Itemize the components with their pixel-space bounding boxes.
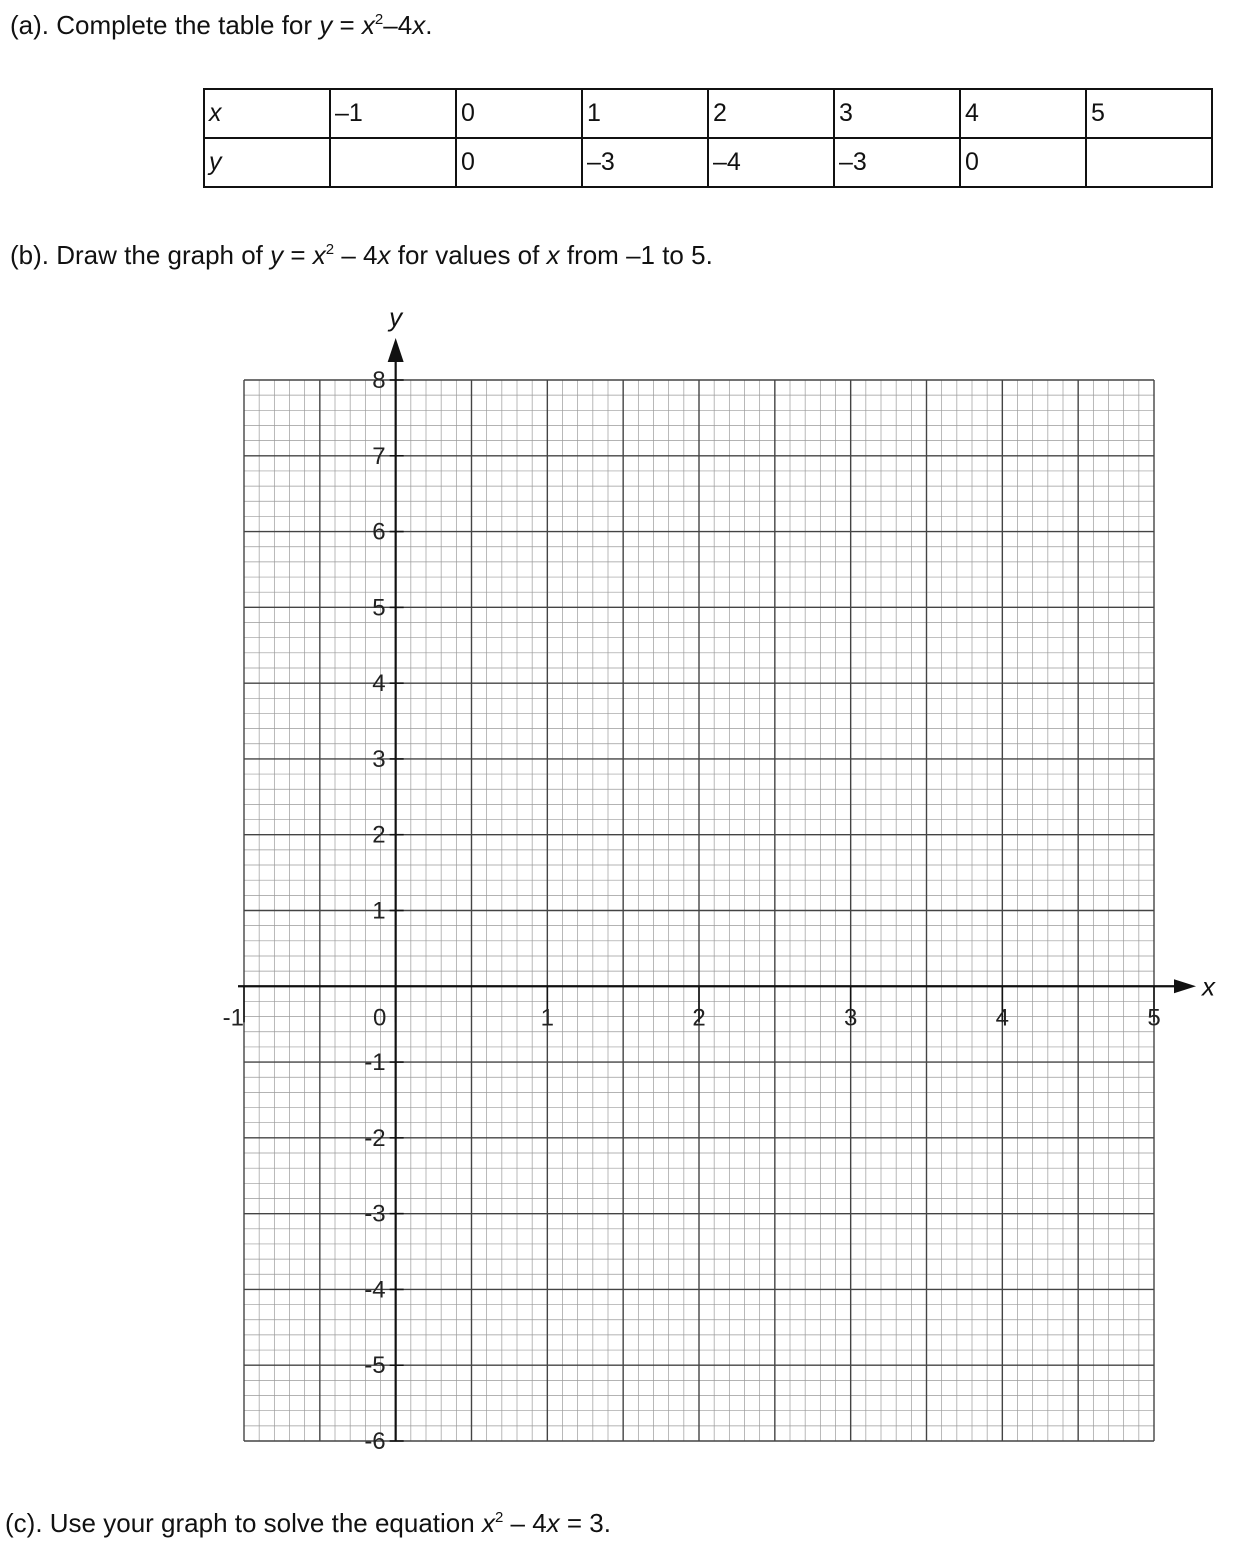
part-a-eq-end: .	[425, 10, 433, 40]
y-tick-label: -1	[364, 1049, 386, 1077]
part-a-label: (a).	[10, 10, 49, 40]
table-cell-y-blank[interactable]	[1086, 138, 1212, 187]
part-a-eq-equals: =	[332, 10, 362, 40]
table-row-x	[204, 89, 1212, 138]
table-cell-x: 5	[1086, 89, 1212, 138]
graph-paper[interactable]	[0, 290, 1245, 1460]
part-c-label: (c).	[5, 1508, 43, 1538]
y-tick-label: 3	[372, 745, 386, 773]
table-cell-y: –3	[582, 138, 708, 187]
table-cell-x: 1	[582, 89, 708, 138]
question-part-c	[5, 1508, 611, 1538]
part-b-eq-y: y	[270, 240, 284, 270]
axes	[238, 302, 1216, 1441]
x-tick-label: 3	[843, 1004, 858, 1032]
part-b-tail-x: x	[546, 240, 560, 270]
x-axis-arrow-icon	[1174, 979, 1196, 993]
part-c-eq-x2: x	[546, 1508, 560, 1538]
y-tick-label: 6	[372, 518, 386, 546]
y-axis-arrow-icon	[388, 338, 404, 362]
x-tick-label: 1	[540, 1004, 555, 1032]
part-b-eq-equals: =	[283, 240, 313, 270]
part-b-text: Draw the graph of	[56, 240, 263, 270]
part-b-eq-x2: x	[377, 240, 391, 270]
part-a-text: Complete the table for	[56, 10, 313, 40]
part-c-eq-rest: – 4	[503, 1508, 547, 1538]
part-a-eq-x: x	[361, 10, 375, 40]
question-part-a	[10, 10, 432, 40]
x-axis-label: x	[1202, 971, 1215, 1002]
table-cell-x: –1	[330, 89, 456, 138]
x-tick-label: -1	[222, 1004, 244, 1032]
y-tick-label: 4	[372, 670, 386, 698]
x-tick-label: 2	[692, 1004, 706, 1032]
y-tick-label: 8	[372, 367, 386, 394]
y-tick-label: -5	[364, 1352, 386, 1380]
y-tick-label: -4	[364, 1276, 386, 1304]
table-cell-y-blank[interactable]	[330, 138, 456, 187]
y-tick-label: -3	[364, 1200, 386, 1228]
part-a-eq-power: 2	[374, 11, 384, 28]
part-c-eq-x: x	[481, 1508, 495, 1538]
part-a-eq-x2: x	[412, 10, 426, 40]
part-c-eq-power: 2	[494, 1509, 504, 1526]
table-cell-x: 4	[960, 89, 1086, 138]
x-tick-label: 5	[1147, 1004, 1161, 1032]
part-c-eq-end: = 3.	[559, 1508, 611, 1538]
y-tick-label: -6	[364, 1428, 386, 1455]
y-tick-label: 7	[372, 442, 386, 470]
table-row-y	[204, 138, 1212, 187]
table-header-y: y	[204, 138, 330, 187]
table-cell-y: 0	[456, 138, 582, 187]
part-b-eq-rest: – 4	[334, 240, 378, 270]
table-cell-y: 0	[960, 138, 1086, 187]
part-b-tail-1: for values of	[397, 240, 540, 270]
y-tick-label: 2	[372, 821, 386, 849]
table-header-x: x	[204, 89, 330, 138]
table-cell-x: 2	[708, 89, 834, 138]
values-table	[203, 88, 1213, 188]
table-cell-y: –4	[708, 138, 834, 187]
part-b-tail-2: from –1 to 5.	[566, 240, 713, 270]
y-tick-label: 5	[372, 594, 386, 622]
part-c-text: Use your graph to solve the equation	[49, 1508, 475, 1538]
table-cell-y: –3	[834, 138, 960, 187]
part-b-eq-power: 2	[325, 241, 335, 258]
x-tick-label: 0	[372, 1004, 387, 1032]
table-cell-x: 3	[834, 89, 960, 138]
y-axis-label: y	[389, 302, 403, 332]
y-tick-label: -2	[364, 1124, 386, 1152]
part-b-label: (b).	[10, 240, 49, 270]
part-a-eq-rest: –4	[383, 10, 413, 40]
y-tick-label: 1	[372, 897, 386, 925]
part-a-eq-y: y	[319, 10, 333, 40]
part-b-eq-x: x	[312, 240, 326, 270]
x-tick-label: 4	[995, 1004, 1010, 1032]
question-part-b	[10, 240, 713, 270]
table-cell-x: 0	[456, 89, 582, 138]
